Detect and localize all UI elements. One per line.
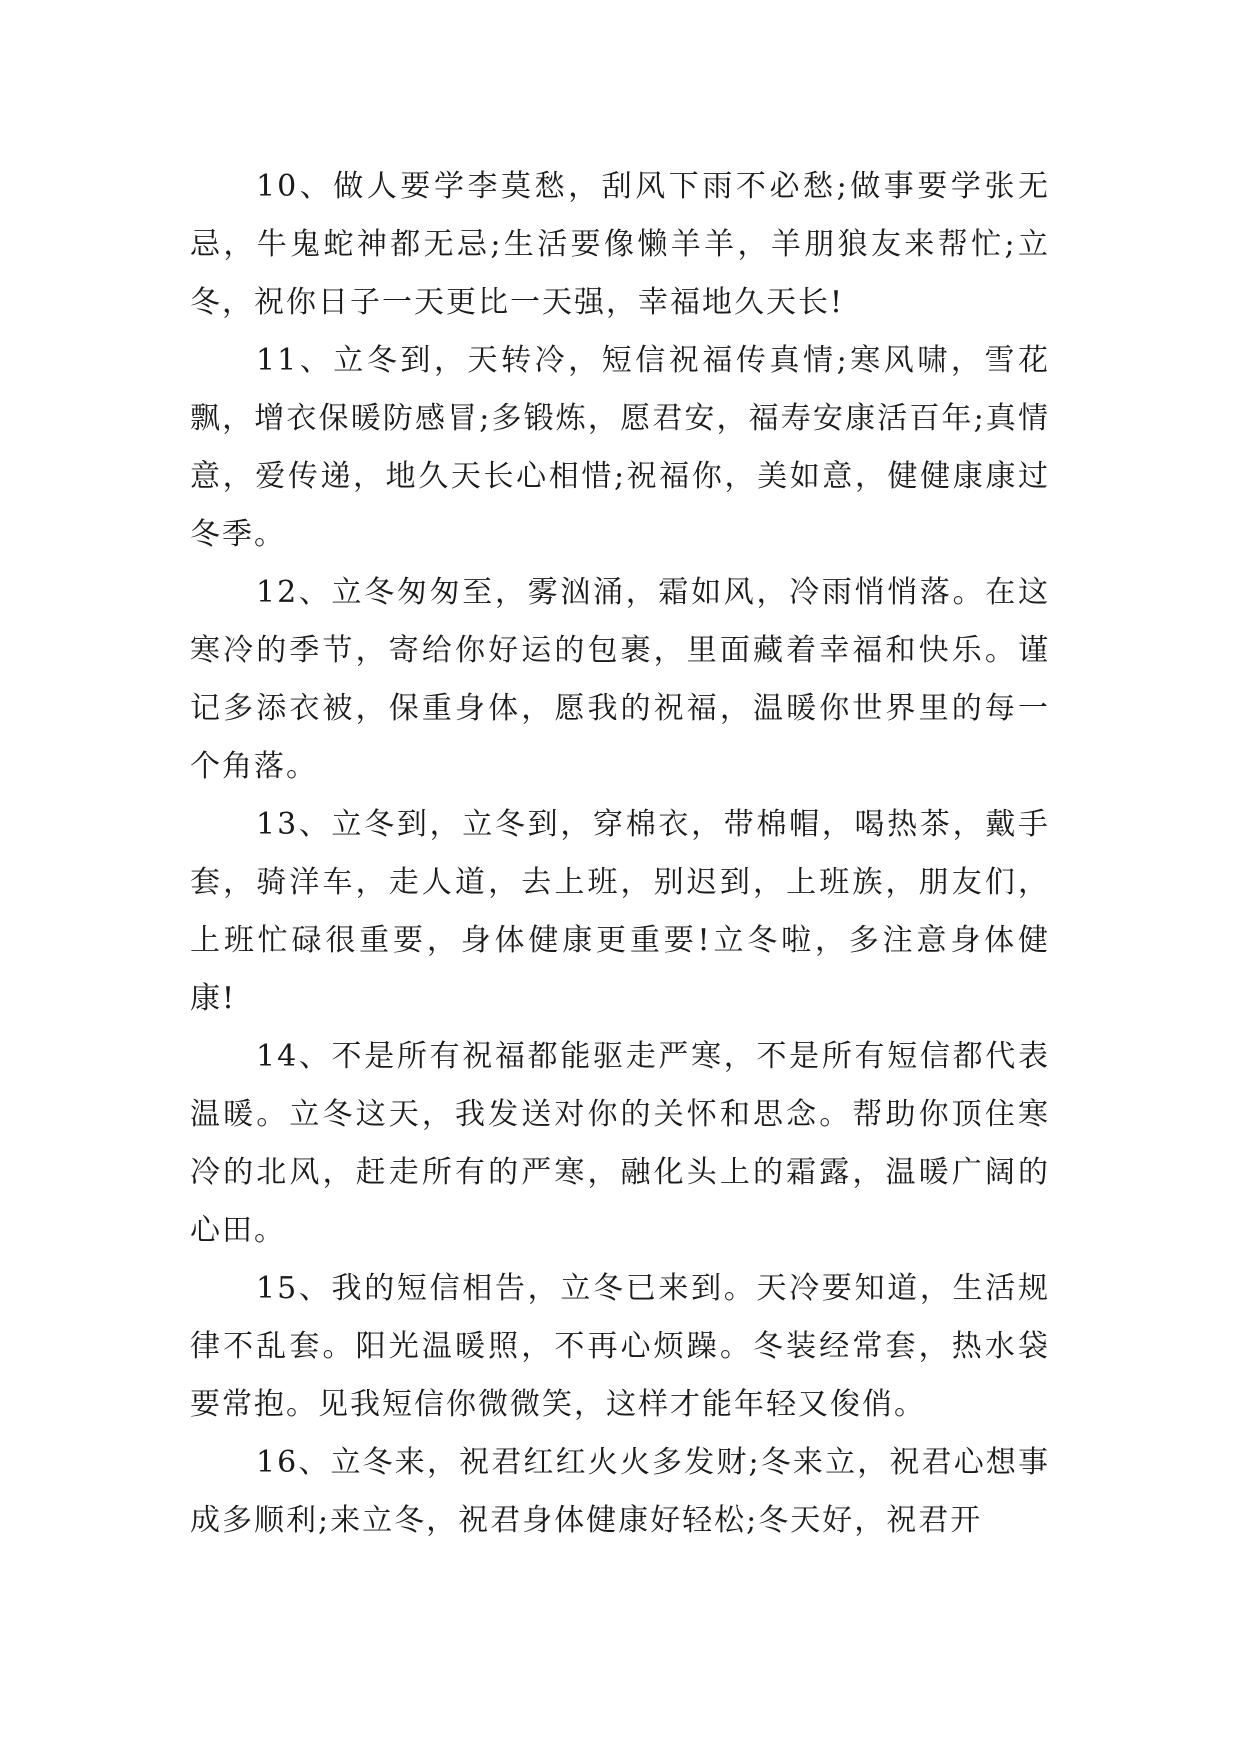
paragraph-12: 12、立冬匆匆至，雾汹涌，霜如风，冷雨悄悄落。在这寒冷的季节，寄给你好运的包裹，里面藏着幸福和快乐。谨记多添衣被，保重身体，愿我的祝福，温暖你世界里的每一个角落。	[190, 575, 1050, 784]
paragraph-10: 10、做人要学李莫愁，刮风下雨不必愁;做事要学张无忌，牛鬼蛇神都无忌;生活要像懒羊羊，羊朋狼友来帮忙;立冬，祝你日子一天更比一天强，幸福地久天长!	[190, 169, 1050, 320]
paragraph-16: 16、立冬来，祝君红红火火多发财;冬来立，祝君心想事成多顺利;来立冬，祝君身体健康好轻松;冬天好，祝君开	[190, 1445, 1050, 1538]
paragraph-11: 11、立冬到，天转冷，短信祝福传真情;寒风啸，雪花飘，增衣保暖防感冒;多锻炼，愿君安，福寿安康活百年;真情意，爱传递，地久天长心相惜;祝福你，美如意，健健康康过冬季。	[190, 343, 1050, 552]
document-body	[190, 158, 1050, 1550]
paragraph-14: 14、不是所有祝福都能驱走严寒，不是所有短信都代表温暖。立冬这天，我发送对你的关怀和思念。帮助你顶住寒冷的北风，赶走所有的严寒，融化头上的霜露，温暖广阔的心田。	[190, 1039, 1050, 1248]
paragraph-13: 13、立冬到，立冬到，穿棉衣，带棉帽，喝热茶，戴手套，骑洋车，走人道，去上班，别迟到，上班族，朋友们，上班忙碌很重要，身体健康更重要!立冬啦，多注意身体健康!	[190, 807, 1050, 1016]
paragraph-15: 15、我的短信相告，立冬已来到。天冷要知道，生活规律不乱套。阳光温暖照，不再心烦躁。冬装经常套，热水袋要常抱。见我短信你微微笑，这样才能年轻又俊俏。	[190, 1271, 1050, 1422]
